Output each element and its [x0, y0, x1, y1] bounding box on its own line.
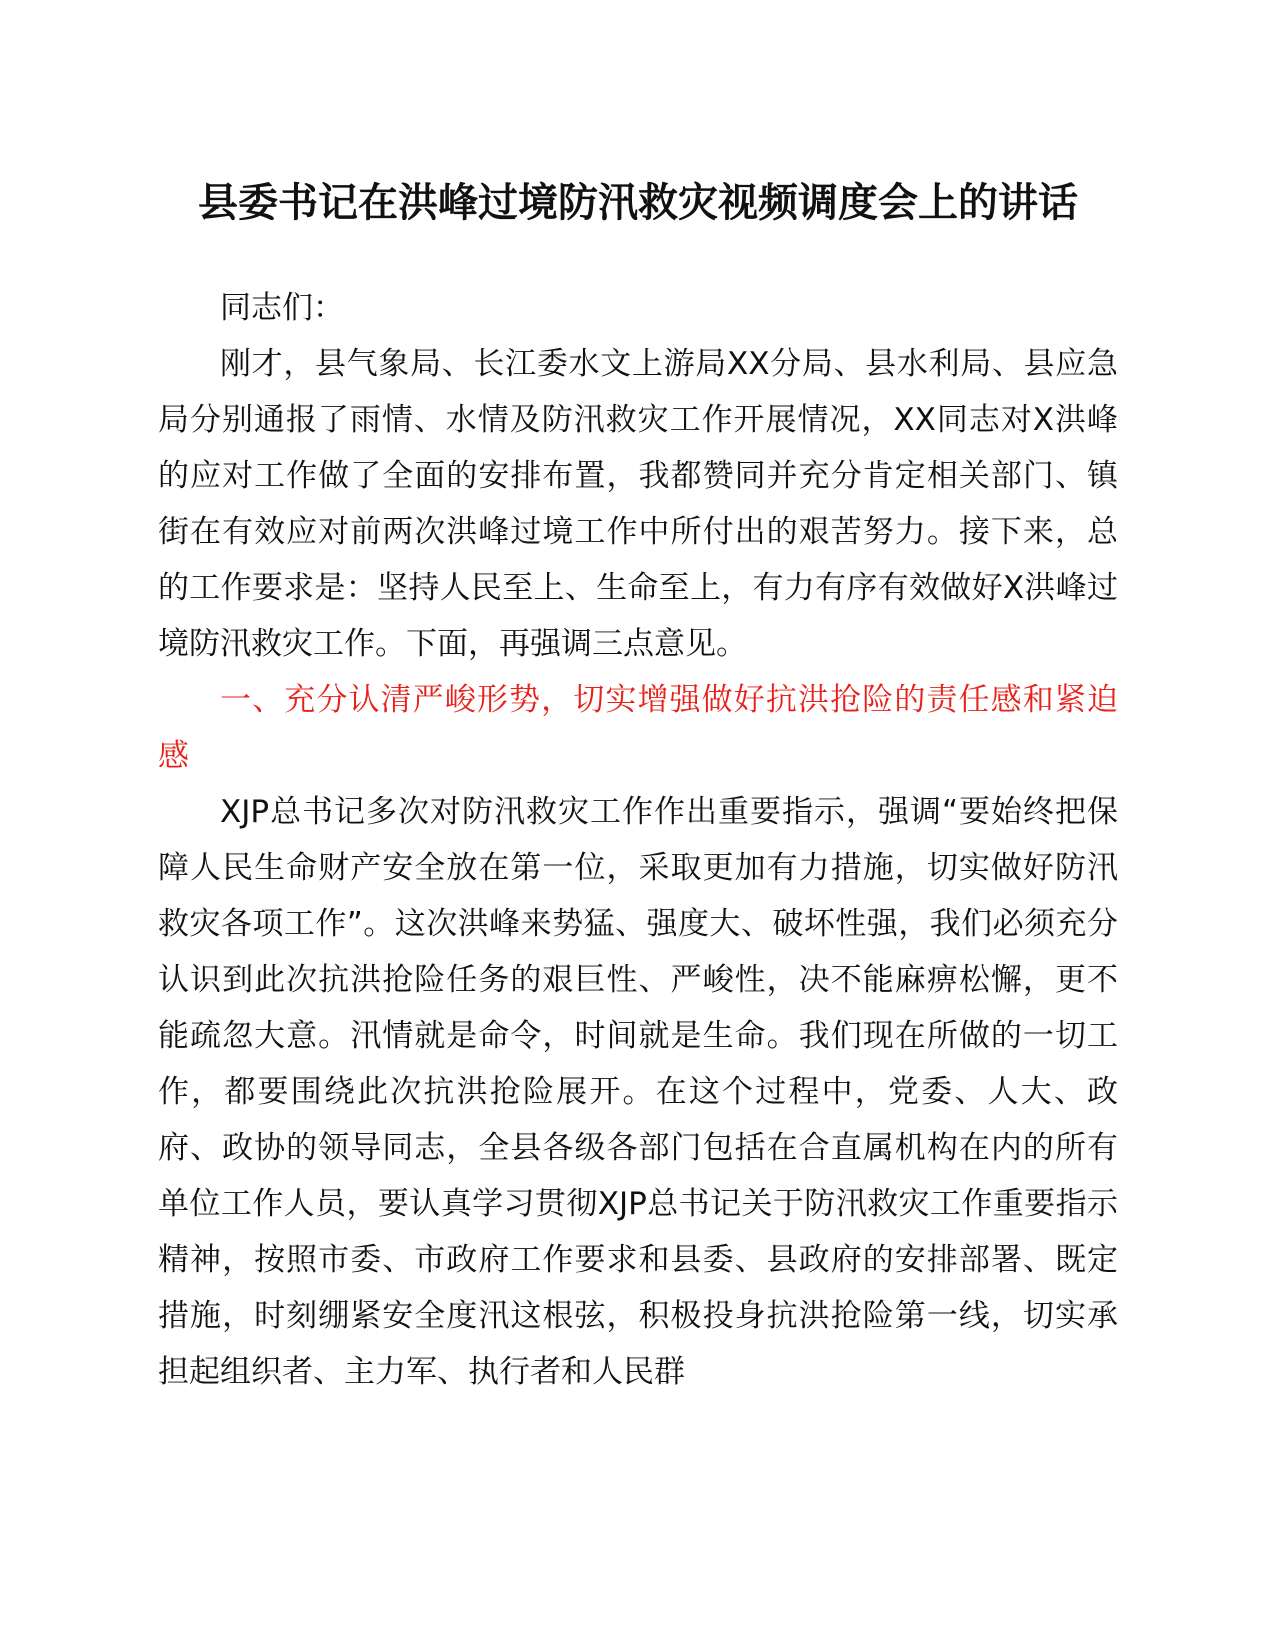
document-body	[158, 172, 1118, 1400]
intro-paragraph: 刚才，县气象局、长江委水文上游局XX分局、县水利局、县应急局分别通报了雨情、水情及防汛救灾工作开展情况，XX同志对X洪峰的应对工作做了全面的安排布置，我都赞同并充分肯定相关部门、镇街在有效应对前两次洪峰过境工作中所付出的艰苦努力。接下来，总的工作要求是：坚持人民至上、生命至上，有力有序有效做好X洪峰过境防汛救灾工作。下面，再强调三点意见。	[158, 346, 1118, 662]
section-1-paragraph: XJP总书记多次对防汛救灾工作作出重要指示，强调“要始终把保障人民生命财产安全放在第一位，采取更加有力措施，切实做好防汛救灾各项工作”。这次洪峰来势猛、强度大、破坏性强，我们必须充分认识到此次抗洪抢险任务的艰巨性、严峻性，决不能麻痹松懈，更不能疏忽大意。汛情就是命令，时间就是生命。我们现在所做的一切工作，都要围绕此次抗洪抢险展开。在这个过程中，党委、人大、政府、政协的领导同志，全县各级各部门包括在合直属机构在内的所有单位工作人员，要认真学习贯彻XJP总书记关于防汛救灾工作重要指示精神，按照市委、市政府工作要求和县委、县政府的安排部署、既定措施，时刻绷紧安全度汛这根弦，积极投身抗洪抢险第一线，切实承担起组织者、主力军、执行者和人民群	[158, 794, 1118, 1390]
section-heading-1: 一、充分认清严峻形势，切实增强做好抗洪抢险的责任感和紧迫感	[158, 682, 1118, 774]
salutation: 同志们：	[220, 290, 344, 326]
document-title: 县委书记在洪峰过境防汛救灾视频调度会上的讲话	[198, 180, 1078, 226]
